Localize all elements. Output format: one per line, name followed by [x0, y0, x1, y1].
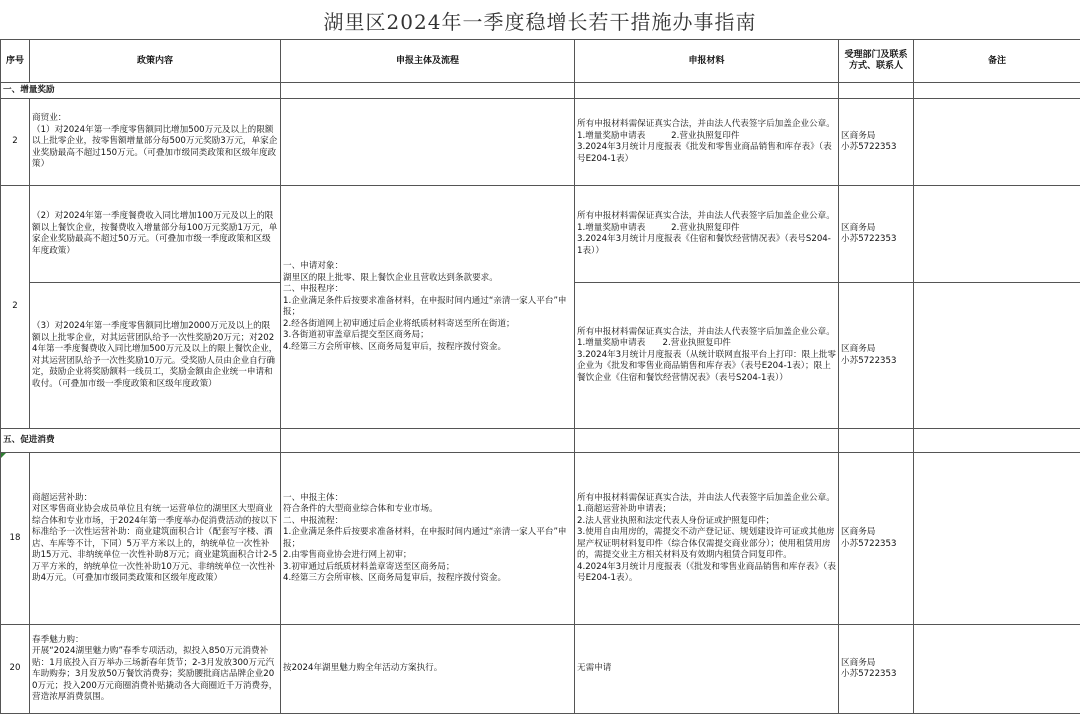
policy-cell: 商超运营补助： 对区零售商业协会成员单位且有统一运营单位的湖里区大型商业综合体和专业市场，于2024年第一季度举办促消费活动的按以下标准给予一次性运营补助：商业建筑面积合计（配套写字楼、酒店、车库等不计，下同）5万平方米以上的，纳统单位一次性补助15万元、非纳统单位一次性补助8万元；商业建筑面积合计2-5万平方米的，纳统单位一次性补助10万元、非纳统单位一次性补助4万元。（可叠加市级同类政策和区级年度政策）: [30, 453, 281, 625]
dept-cell: 区商务局 小苏5722353: [839, 453, 914, 625]
row-no: 18: [1, 453, 30, 625]
row-no: 20: [1, 625, 30, 714]
dept-cell: 区商务局 小苏5722353: [839, 283, 914, 429]
materials-cell: 所有申报材料需保证真实合法，并由法人代表签字后加盖企业公章。 1.增量奖励申请表 2.营业执照复印件 3.2024年3月统计月度报表《批发和零售业商品销售和库存表》（表号E204-1表）: [575, 99, 839, 186]
header-row: [1, 40, 1080, 83]
table-row: [1, 99, 1080, 186]
dept-cell: 区商务局 小苏5722353: [839, 99, 914, 186]
note-cell: [914, 625, 1080, 714]
materials-cell: 所有申报材料需保证真实合法，并由法人代表签字后加盖企业公章。 1.商超运营补助申请表； 2.法人营业执照和法定代表人身份证或护照复印件； 3.使用自由用房的，需提交不动产登记证、规划建设许可证或其他房屋产权证明材料复印件（综合体仅需提交商业部分）；使用租赁用房的，需提交业主方相关材料及有效期内租赁合同复印件。 4.2024年3月统计月度报表（《批发和零售业商品销售和库存表》（表号E204-1表）。: [575, 453, 839, 625]
table-row: [1, 453, 1080, 625]
note-cell: [914, 453, 1080, 625]
header-dept: 受理部门及联系方式、联系人: [839, 40, 914, 83]
policy-cell: （2）对2024年第一季度餐费收入同比增加100万元及以上的限额以上餐饮企业，按餐费收入增量部分每100万元奖励1万元，单家企业奖励最高不超过50万元。（可叠加市级一季度政策和区级年度政策）: [30, 186, 281, 283]
materials-cell: 所有申报材料需保证真实合法，并由法人代表签字后加盖企业公章。 1.增量奖励申请表 2.营业执照复印件 3.2024年3月统计月度报表（从统计联网直报平台上打印：限上批零企业为《批发和零售业商品销售和库存表》（表号E204-1表）；限上餐饮企业《住宿和餐饮经营情况表》（表号S204-1表））: [575, 283, 839, 429]
table-row: [1, 186, 1080, 283]
process-cell: 一、申请对象： 湖里区的限上批零、限上餐饮企业且营收达到条款要求。 二、申报程序： 1.企业满足条件后按要求准备材料，在申报时间内通过“亲清一家人平台”申报； 2.经各街道网上初审通过后企业将纸质材料寄送至所在街道； 3.各街道初审盖章后提交至区商务局； 4.经第三方会所审核、区商务局复审后，按程序拨付资金。: [281, 186, 575, 429]
page-title: 湖里区2024年一季度稳增长若干措施办事指南: [323, 9, 757, 34]
policy-cell: 商贸业： （1）对2024年第一季度零售额同比增加500万元及以上的限额以上批零企业，按零售额增量部分每500万元奖励3万元，单家企业奖励最高不超过150万元。（可叠加市级同类政策和区级年度政策）: [30, 99, 281, 186]
section-row: [1, 429, 1080, 453]
note-cell: [914, 186, 1080, 283]
materials-cell: 所有申报材料需保证真实合法，并由法人代表签字后加盖企业公章。 1.增量奖励申请表 2.营业执照复印件 3.2024年3月统计月度报表《住宿和餐饮经营情况表》（表号S204-1表））: [575, 186, 839, 283]
section-title: 五、促进消费: [1, 429, 281, 453]
row-no: 2: [1, 99, 30, 186]
section-row: [1, 83, 1080, 99]
policy-cell: （3）对2024年第一季度零售额同比增加2000万元及以上的限额以上批零企业，对其运营团队给予一次性奖励20万元；对2024年第一季度餐费收入同比增加500万元及以上的限上餐饮企业，对其运营团队给予一次性奖励10万元。受奖励人员由企业自行确定，鼓励企业将奖励额料一线员工，奖励金额由企业统一申请和收付。（可叠加市级一季度政策和区级年度政策）: [30, 283, 281, 429]
process-cell: 一、申报主体： 符合条件的大型商业综合体和专业市场。 二、申报流程： 1.企业满足条件后按要求准备材料，在申报时间内通过“亲清一家人平台”申报； 2.由零售商业协会进行网上初审； 3.初审通过后纸质材料盖章寄送至区商务局； 4.经第三方会所审核、区商务局复审后，按程序拨付资金。: [281, 453, 575, 625]
note-cell: [914, 99, 1080, 186]
header-process: 申报主体及流程: [281, 40, 575, 83]
header-no: 序号: [1, 40, 30, 83]
header-note: 备注: [914, 40, 1080, 83]
materials-cell: 无需申请: [575, 625, 839, 714]
dept-cell: 区商务局 小苏5722353: [839, 625, 914, 714]
row-no: 2: [1, 186, 30, 429]
header-materials: 申报材料: [575, 40, 839, 83]
guide-table: [0, 39, 1080, 714]
process-cell: [281, 99, 575, 186]
dept-cell: 区商务局 小苏5722353: [839, 186, 914, 283]
header-policy: 政策内容: [30, 40, 281, 83]
note-cell: [914, 283, 1080, 429]
section-title: 一、增量奖励: [1, 83, 281, 99]
process-cell: 按2024年湖里魅力购全年活动方案执行。: [281, 625, 575, 714]
policy-cell: 春季魅力购： 开展“2024湖里魅力购”春季专项活动，拟投入850万元消费补贴：1月底投入百万举办三场新春年货节；2-3月发放300万元汽车助购券；3月发放50万餐饮消费券；奖励腰批商店品牌企业200万元；投入200万元商圈消费补贴撬动各大商圈近千万消费券，营造浓厚消费氛围。: [30, 625, 281, 714]
table-row: [1, 625, 1080, 714]
